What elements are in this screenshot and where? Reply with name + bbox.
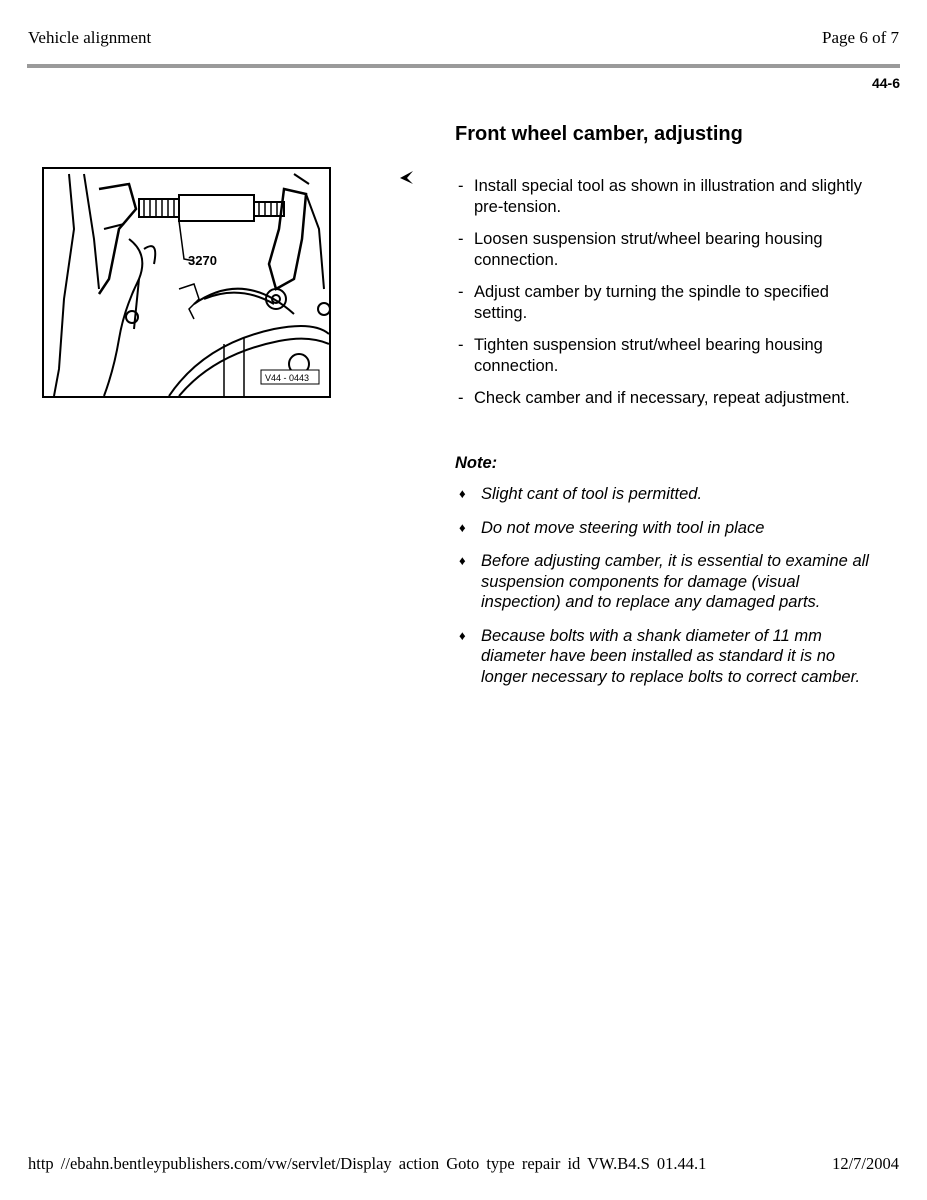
tool-illustration xyxy=(42,167,331,398)
diamond-bullet-icon: ♦ xyxy=(459,553,466,568)
page-number: Page 6 of 7 xyxy=(822,28,899,47)
diamond-bullet-icon: ♦ xyxy=(459,519,466,535)
footer-url: http //ebahn.bentleypublishers.com/vw/servlet/Display action Goto type repair id VW.B4.S 01.44.1 xyxy=(28,1154,707,1173)
illustration-drawing xyxy=(44,169,329,396)
list-item: - Adjust camber by turning the spindle to specified setting. xyxy=(458,283,829,322)
arrow-pointer-icon xyxy=(398,168,416,186)
list-item: ♦ Slight cant of tool is permitted. xyxy=(459,485,703,503)
list-item: ♦ Before adjusting camber, it is essential to examine all suspension components for damage (visual inspection) and to replace any damaged parts. xyxy=(459,552,869,611)
footer-date: 12/7/2004 xyxy=(832,1154,899,1173)
diamond-bullet-icon: ♦ xyxy=(459,627,466,643)
section-code: 44-6 xyxy=(871,75,900,91)
document-title: Vehicle alignment xyxy=(28,28,152,47)
note-list xyxy=(459,484,879,700)
procedure-steps xyxy=(458,176,878,421)
list-item: - Tighten suspension strut/wheel bearing housing connection. xyxy=(458,336,823,375)
list-item: ♦ Because bolts with a shank diameter of 11 mm diameter have been installed as standard it is no longer necessary to replace bolts to correct camber. xyxy=(459,626,861,686)
tool-number-label: 3270 xyxy=(188,253,217,268)
diamond-bullet-icon: ♦ xyxy=(459,486,466,501)
list-item: - Check camber and if necessary, repeat adjustment. xyxy=(458,389,850,407)
image-code-label: V44 - 0443 xyxy=(265,373,310,383)
header-divider xyxy=(27,64,900,68)
note-heading: Note: xyxy=(455,454,498,472)
list-item: - Install special tool as shown in illustration and slightly pre-tension. xyxy=(458,177,862,216)
list-item: ♦ Do not move steering with tool in place xyxy=(459,518,765,537)
list-item: - Loosen suspension strut/wheel bearing housing connection. xyxy=(458,230,823,269)
section-title: Front wheel camber, adjusting xyxy=(455,123,743,145)
